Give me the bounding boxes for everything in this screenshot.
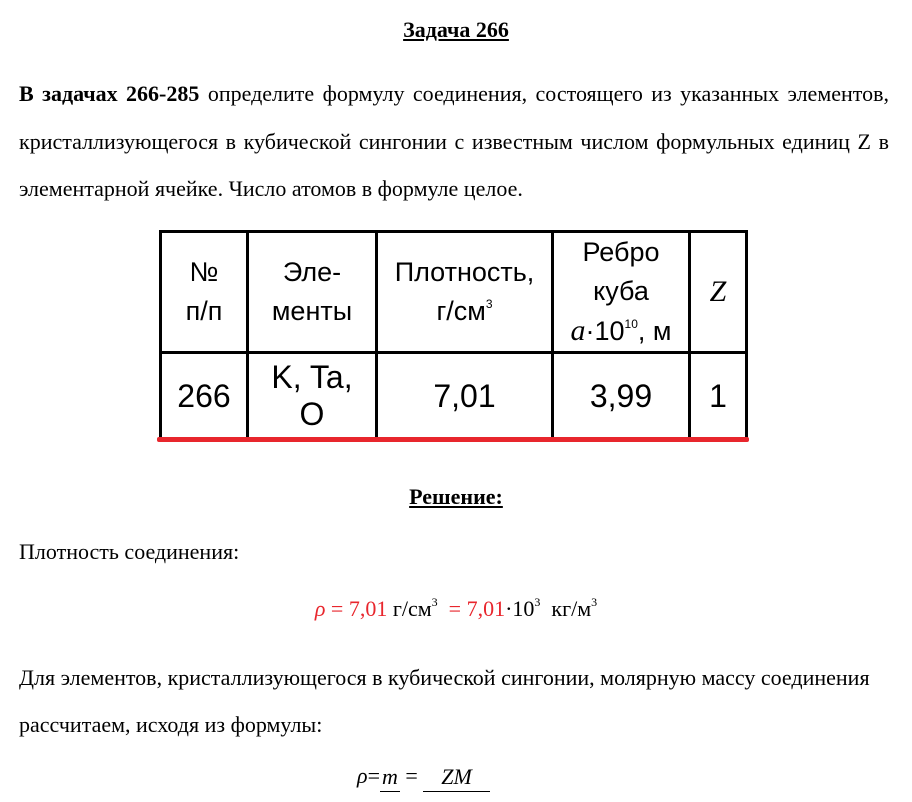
solution-paragraph-density: Плотность соединения: — [19, 539, 240, 564]
solution-heading: Решение: — [409, 484, 503, 509]
solution-paragraph-molar-mass: Для элементов, кристаллизующегося в кубической сингонии, молярную массу соединения рассчитаем, исходя из формулы: — [19, 665, 870, 737]
problem-range: В задачах 266-285 — [19, 81, 200, 106]
table-row — [161, 353, 747, 440]
header-elements: Эле- менты — [248, 232, 377, 353]
header-cube-edge: Ребро куба $a\cdot 10^{10}$, м — [553, 232, 690, 353]
fraction-m: m — [380, 763, 400, 792]
data-table — [159, 230, 748, 441]
header-density: Плотность, $г/см^3$ — [377, 232, 553, 353]
row-highlight-underline — [157, 437, 749, 442]
cell-cube-edge: 3,99 — [553, 353, 690, 440]
cell-number: 266 — [161, 353, 248, 440]
header-number: № п/п — [161, 232, 248, 353]
problem-heading: Задача 266 — [403, 17, 509, 42]
cell-elements: K, Ta, O — [248, 353, 377, 440]
molar-mass-formula: ρ= m = ZM — [357, 763, 490, 792]
problem-text: определите формулу соединения, состоящего из указанных элементов, кристаллизующегося в кубической сингонии с известным числом формульных единиц Z в элементарной ячейке. Число атомов в формуле целое. — [19, 81, 889, 201]
density-formula: ρ = 7,01 $г/см^3 = 7,01\cdot 10^3$ $кг/м^3$ — [314, 594, 598, 621]
problem-statement — [19, 70, 889, 213]
table-header-row — [161, 232, 747, 353]
fraction-zm: ZM — [423, 763, 490, 792]
cell-z: 1 — [690, 353, 747, 440]
cell-density: 7,01 — [377, 353, 553, 440]
header-z: Z — [690, 232, 747, 353]
